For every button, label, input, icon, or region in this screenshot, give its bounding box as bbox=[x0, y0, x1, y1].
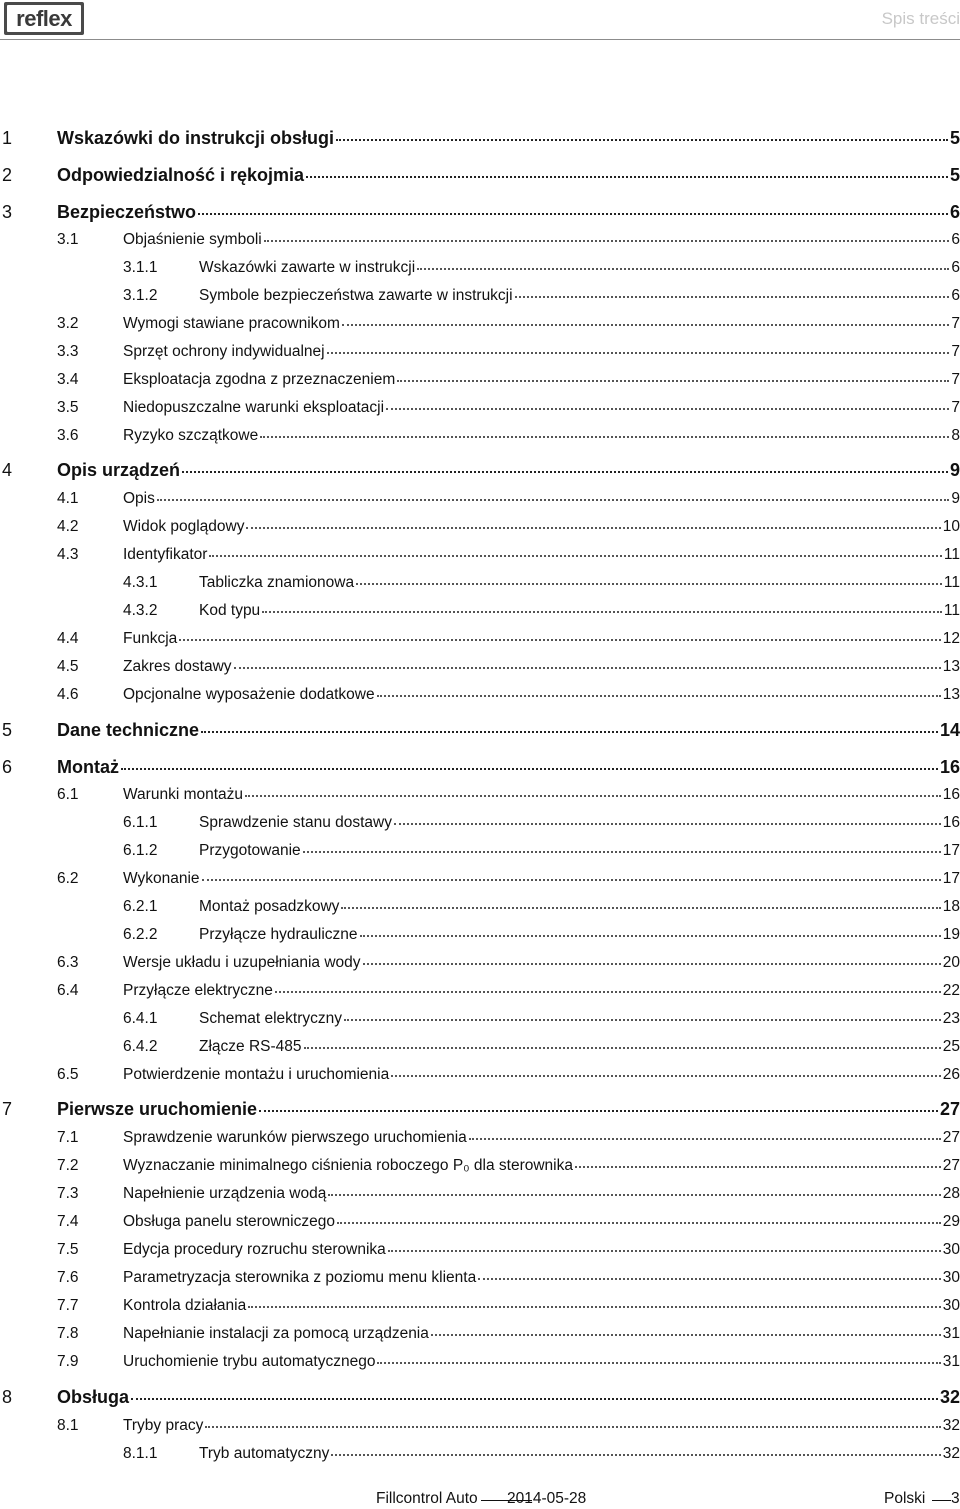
footer-product: Fillcontrol Auto bbox=[376, 1490, 478, 1507]
toc-entry[interactable] bbox=[0, 1269, 960, 1287]
toc-entry-title: Tryby pracy bbox=[123, 1417, 204, 1434]
toc-entry-title: Warunki montażu bbox=[123, 786, 244, 803]
toc-entry[interactable] bbox=[0, 202, 960, 223]
toc-dot-leader bbox=[260, 436, 949, 438]
toc-entry[interactable] bbox=[0, 1353, 960, 1371]
toc-entry-page: 16 bbox=[942, 814, 960, 831]
footer-divider bbox=[932, 1500, 951, 1501]
toc-entry[interactable] bbox=[0, 686, 960, 704]
footer-language: Polski bbox=[884, 1490, 926, 1507]
toc-entry-number: 7.2 bbox=[57, 1157, 79, 1174]
toc-entry-title: Sprawdzenie warunków pierwszego uruchomienia bbox=[123, 1129, 467, 1146]
toc-entry-title: Wyznaczanie minimalnego ciśnienia roboczego P₀ dla sterownika bbox=[123, 1157, 573, 1174]
toc-entry-title: Potwierdzenie montażu i uruchomienia bbox=[123, 1066, 390, 1083]
toc-dot-leader bbox=[337, 1222, 941, 1224]
toc-entry-page: 27 bbox=[942, 1129, 960, 1146]
toc-entry-page: 16 bbox=[939, 757, 960, 777]
toc-entry-number: 7.7 bbox=[57, 1297, 79, 1314]
toc-entry-title: Obsługa bbox=[57, 1387, 130, 1407]
toc-entry[interactable] bbox=[0, 574, 960, 592]
toc-entry[interactable] bbox=[0, 460, 960, 481]
toc-entry-number: 3.1.2 bbox=[123, 287, 158, 304]
toc-dot-leader bbox=[201, 731, 938, 733]
toc-entry-number: 6.2.1 bbox=[123, 898, 158, 915]
toc-entry-number: 6.2.2 bbox=[123, 926, 158, 943]
toc-entry[interactable] bbox=[0, 602, 960, 620]
toc-entry-number: 7.3 bbox=[57, 1185, 79, 1202]
toc-entry-page: 23 bbox=[942, 1010, 960, 1027]
toc-entry-number: 6.2 bbox=[57, 870, 79, 887]
toc-dot-leader bbox=[417, 268, 949, 270]
toc-entry-page: 6 bbox=[949, 202, 960, 222]
toc-entry-page: 22 bbox=[942, 982, 960, 999]
toc-dot-leader bbox=[121, 768, 938, 770]
toc-dot-leader bbox=[331, 1454, 940, 1456]
toc-entry-title: Eksploatacja zgodna z przeznaczeniem bbox=[123, 371, 396, 388]
toc-entry-number: 8.1 bbox=[57, 1417, 79, 1434]
toc-entry[interactable] bbox=[0, 814, 960, 832]
toc-entry-page: 25 bbox=[942, 1038, 960, 1055]
toc-entry-number: 6.1.1 bbox=[123, 814, 158, 831]
toc-entry-number: 4.3.2 bbox=[123, 602, 158, 619]
toc-entry-page: 31 bbox=[942, 1325, 960, 1342]
toc-dot-leader bbox=[182, 471, 948, 473]
toc-entry-number: 6.5 bbox=[57, 1066, 79, 1083]
toc-entry-title: Montaż bbox=[57, 757, 119, 777]
toc-entry[interactable] bbox=[0, 490, 960, 508]
toc-entry-title: Ryzyko szczątkowe bbox=[123, 427, 259, 444]
toc-entry-title: Niedopuszczalne warunki eksploatacji bbox=[123, 399, 385, 416]
toc-entry-title: Identyfikator bbox=[123, 546, 208, 563]
toc-entry-number: 7 bbox=[2, 1099, 13, 1119]
toc-dot-leader bbox=[377, 695, 941, 697]
toc-entry-page: 6 bbox=[951, 259, 960, 276]
toc-dot-leader bbox=[205, 1426, 940, 1428]
toc-entry[interactable] bbox=[0, 870, 960, 888]
toc-entry-title: Opcjonalne wyposażenie dodatkowe bbox=[123, 686, 375, 703]
toc-entry-page: 29 bbox=[942, 1213, 960, 1230]
toc-dot-leader bbox=[264, 240, 950, 242]
toc-entry[interactable] bbox=[0, 842, 960, 860]
toc-entry[interactable] bbox=[0, 1038, 960, 1056]
toc-entry[interactable] bbox=[0, 982, 960, 1000]
toc-dot-leader bbox=[386, 408, 949, 410]
toc-entry[interactable] bbox=[0, 630, 960, 648]
toc-entry-title: Objaśnienie symboli bbox=[123, 231, 262, 248]
toc-entry-number: 4.6 bbox=[57, 686, 79, 703]
toc-entry-title: Funkcja bbox=[123, 630, 178, 647]
toc-entry-title: Przygotowanie bbox=[199, 842, 301, 859]
toc-dot-leader bbox=[575, 1166, 941, 1168]
toc-entry-number: 3.4 bbox=[57, 371, 79, 388]
toc-entry-title: Złącze RS-485 bbox=[199, 1038, 302, 1055]
toc-entry-title: Wersje układu i uzupełniania wody bbox=[123, 954, 361, 971]
toc-entry[interactable] bbox=[0, 128, 960, 149]
toc-entry-number: 3.6 bbox=[57, 427, 79, 444]
toc-entry[interactable] bbox=[0, 165, 960, 186]
toc-dot-leader bbox=[469, 1138, 941, 1140]
toc-entry-page: 18 bbox=[942, 898, 960, 915]
toc-entry-page: 14 bbox=[939, 720, 960, 740]
toc-entry-title: Widok poglądowy bbox=[123, 518, 245, 535]
footer-date: 2014-05-28 bbox=[507, 1490, 587, 1507]
toc-entry-page: 12 bbox=[942, 630, 960, 647]
toc-entry-page: 31 bbox=[942, 1353, 960, 1370]
toc-entry-number: 8.1.1 bbox=[123, 1445, 158, 1462]
toc-entry[interactable] bbox=[0, 1129, 960, 1147]
toc-entry-page: 11 bbox=[943, 602, 960, 619]
toc-dot-leader bbox=[344, 1019, 941, 1021]
toc-entry-page: 26 bbox=[942, 1066, 960, 1083]
toc-entry-number: 7.8 bbox=[57, 1325, 79, 1342]
toc-entry-page: 9 bbox=[951, 490, 960, 507]
toc-dot-leader bbox=[394, 823, 941, 825]
toc-entry-page: 5 bbox=[949, 165, 960, 185]
toc-dot-leader bbox=[209, 555, 941, 557]
toc-entry-page: 27 bbox=[939, 1099, 960, 1119]
toc-entry-page: 30 bbox=[942, 1297, 960, 1314]
toc-entry-title: Sprawdzenie stanu dostawy bbox=[199, 814, 393, 831]
toc-entry-page: 17 bbox=[942, 870, 960, 887]
toc-entry[interactable] bbox=[0, 427, 960, 445]
toc-entry-number: 6 bbox=[2, 757, 13, 777]
toc-entry[interactable] bbox=[0, 231, 960, 249]
toc-entry-page: 7 bbox=[951, 315, 960, 332]
toc-entry-number: 2 bbox=[2, 165, 13, 185]
toc-entry[interactable] bbox=[0, 1157, 960, 1175]
toc-entry-number: 3.1.1 bbox=[123, 259, 158, 276]
toc-dot-leader bbox=[303, 851, 941, 853]
toc-entry-page: 8 bbox=[951, 427, 960, 444]
toc-dot-leader bbox=[304, 1047, 941, 1049]
toc-entry-page: 13 bbox=[942, 658, 960, 675]
toc-entry[interactable] bbox=[0, 1417, 960, 1435]
toc-entry-number: 4 bbox=[2, 460, 13, 480]
toc-dot-leader bbox=[336, 139, 948, 141]
footer-page-number: 3 bbox=[951, 1490, 960, 1507]
toc-entry-title: Tryb automatyczny bbox=[199, 1445, 330, 1462]
toc-entry-title: Montaż posadzkowy bbox=[199, 898, 340, 915]
toc-entry[interactable] bbox=[0, 1445, 960, 1463]
toc-dot-leader bbox=[391, 1075, 941, 1077]
toc-entry-page: 6 bbox=[951, 287, 960, 304]
toc-entry[interactable] bbox=[0, 315, 960, 333]
toc-dot-leader bbox=[356, 583, 942, 585]
toc-entry-number: 4.3 bbox=[57, 546, 79, 563]
toc-entry-number: 6.1.2 bbox=[123, 842, 158, 859]
toc-entry-page: 30 bbox=[942, 1241, 960, 1258]
toc-entry[interactable] bbox=[0, 343, 960, 361]
toc-entry-title: Dane techniczne bbox=[57, 720, 200, 740]
toc-dot-leader bbox=[363, 963, 941, 965]
toc-entry-title: Tabliczka znamionowa bbox=[199, 574, 355, 591]
toc-entry-number: 3 bbox=[2, 202, 13, 222]
toc-dot-leader bbox=[198, 213, 948, 215]
toc-entry-number: 4.2 bbox=[57, 518, 79, 535]
toc-entry-title: Schemat elektryczny bbox=[199, 1010, 342, 1027]
toc-entry[interactable] bbox=[0, 371, 960, 389]
toc-entry-number: 8 bbox=[2, 1387, 13, 1407]
toc-dot-leader bbox=[342, 324, 949, 326]
toc-entry[interactable] bbox=[0, 898, 960, 916]
toc-entry-title: Uruchomienie trybu automatycznego bbox=[123, 1353, 376, 1370]
toc-entry[interactable] bbox=[0, 1387, 960, 1408]
toc-dot-leader bbox=[377, 1362, 940, 1364]
toc-entry-title: Edycja procedury rozruchu sterownika bbox=[123, 1241, 386, 1258]
toc-entry-number: 7.4 bbox=[57, 1213, 79, 1230]
toc-entry-number: 7.9 bbox=[57, 1353, 79, 1370]
toc-entry-title: Zakres dostawy bbox=[123, 658, 232, 675]
toc-entry[interactable] bbox=[0, 1185, 960, 1203]
toc-entry-number: 6.4.1 bbox=[123, 1010, 158, 1027]
toc-entry-page: 32 bbox=[939, 1387, 960, 1407]
toc-entry-title: Przyłącze hydrauliczne bbox=[199, 926, 358, 943]
toc-entry-page: 5 bbox=[949, 128, 960, 148]
toc-entry-title: Wskazówki zawarte w instrukcji bbox=[199, 259, 416, 276]
toc-entry[interactable] bbox=[0, 399, 960, 417]
toc-entry-title: Sprzęt ochrony indywidualnej bbox=[123, 343, 325, 360]
toc-entry[interactable] bbox=[0, 259, 960, 277]
toc-entry-title: Odpowiedzialność i rękojmia bbox=[57, 165, 305, 185]
toc-dot-leader bbox=[131, 1398, 938, 1400]
toc-entry-number: 4.5 bbox=[57, 658, 79, 675]
toc-entry-page: 7 bbox=[951, 399, 960, 416]
toc-entry-title: Pierwsze uruchomienie bbox=[57, 1099, 258, 1119]
toc-entry-title: Przyłącze elektryczne bbox=[123, 982, 273, 999]
toc-dot-leader bbox=[306, 176, 948, 178]
toc-entry-page: 10 bbox=[942, 518, 960, 535]
toc-dot-leader bbox=[431, 1334, 941, 1336]
toc-entry[interactable] bbox=[0, 1297, 960, 1315]
toc-dot-leader bbox=[275, 991, 941, 993]
toc-entry-number: 4.3.1 bbox=[123, 574, 158, 591]
toc-entry-number: 4.1 bbox=[57, 490, 79, 507]
toc-entry-title: Symbole bezpieczeństwa zawarte w instrukcji bbox=[199, 287, 513, 304]
toc-entry-page: 30 bbox=[942, 1269, 960, 1286]
toc-dot-leader bbox=[246, 527, 940, 529]
toc-entry[interactable] bbox=[0, 954, 960, 972]
toc-entry-number: 6.4 bbox=[57, 982, 79, 999]
toc-entry[interactable] bbox=[0, 658, 960, 676]
toc-entry-title: Kontrola działania bbox=[123, 1297, 247, 1314]
toc-dot-leader bbox=[388, 1250, 941, 1252]
brand-logo-text: reflex bbox=[16, 5, 72, 31]
toc-entry-page: 17 bbox=[942, 842, 960, 859]
toc-entry-number: 6.4.2 bbox=[123, 1038, 158, 1055]
toc-entry[interactable] bbox=[0, 287, 960, 305]
toc-entry-title: Wymogi stawiane pracownikom bbox=[123, 315, 340, 332]
toc-entry-page: 13 bbox=[942, 686, 960, 703]
toc-entry-number: 3.5 bbox=[57, 399, 79, 416]
toc-entry[interactable] bbox=[0, 757, 960, 778]
toc-dot-leader bbox=[360, 935, 941, 937]
toc-dot-leader bbox=[245, 795, 941, 797]
toc-entry-title: Bezpieczeństwo bbox=[57, 202, 197, 222]
toc-dot-leader bbox=[397, 380, 949, 382]
toc-entry-page: 16 bbox=[942, 786, 960, 803]
toc-entry-page: 32 bbox=[942, 1445, 960, 1462]
toc-entry[interactable] bbox=[0, 1213, 960, 1231]
toc-entry-title: Wskazówki do instrukcji obsługi bbox=[57, 128, 335, 148]
toc-entry-number: 4.4 bbox=[57, 630, 79, 647]
toc-entry-number: 7.6 bbox=[57, 1269, 79, 1286]
toc-entry[interactable] bbox=[0, 546, 960, 564]
toc-entry[interactable] bbox=[0, 1010, 960, 1028]
toc-entry[interactable] bbox=[0, 1066, 960, 1084]
toc-entry-page: 11 bbox=[943, 546, 960, 563]
toc-dot-leader bbox=[234, 667, 941, 669]
toc-dot-leader bbox=[341, 907, 940, 909]
toc-entry-title: Napełnienie urządzenia wodą bbox=[123, 1185, 327, 1202]
toc-entry-page: 7 bbox=[951, 371, 960, 388]
toc-entry-page: 9 bbox=[949, 460, 960, 480]
toc-entry-page: 7 bbox=[951, 343, 960, 360]
toc-entry-page: 19 bbox=[942, 926, 960, 943]
toc-entry-number: 7.1 bbox=[57, 1129, 79, 1146]
toc-dot-leader bbox=[478, 1278, 941, 1280]
toc-dot-leader bbox=[202, 879, 941, 881]
toc-entry-title: Opis urządzeń bbox=[57, 460, 181, 480]
toc-dot-leader bbox=[262, 611, 942, 613]
toc-entry-title: Parametryzacja sterownika z poziomu menu klienta bbox=[123, 1269, 477, 1286]
toc-entry[interactable] bbox=[0, 786, 960, 804]
toc-entry-number: 6.1 bbox=[57, 786, 79, 803]
toc-dot-leader bbox=[179, 639, 940, 641]
toc-entry-title: Kod typu bbox=[199, 602, 261, 619]
toc-entry-page: 28 bbox=[942, 1185, 960, 1202]
toc-dot-leader bbox=[327, 352, 950, 354]
toc-entry[interactable] bbox=[0, 518, 960, 536]
toc-dot-leader bbox=[515, 296, 950, 298]
toc-entry-number: 1 bbox=[2, 128, 13, 148]
toc-entry[interactable] bbox=[0, 1325, 960, 1343]
toc-entry-number: 5 bbox=[2, 720, 13, 740]
toc-entry-page: 11 bbox=[943, 574, 960, 591]
toc-entry-title: Obsługa panelu sterowniczego bbox=[123, 1213, 335, 1230]
toc-entry-number: 3.2 bbox=[57, 315, 79, 332]
toc-entry[interactable] bbox=[0, 720, 960, 741]
toc-entry-number: 3.1 bbox=[57, 231, 79, 248]
toc-entry-page: 6 bbox=[951, 231, 960, 248]
toc-entry-number: 3.3 bbox=[57, 343, 79, 360]
toc-entry-title: Wykonanie bbox=[123, 870, 200, 887]
toc-entry-title: Napełnianie instalacji za pomocą urządzenia bbox=[123, 1325, 429, 1342]
page-section-title: Spis treści bbox=[881, 9, 960, 28]
toc-dot-leader bbox=[248, 1306, 941, 1308]
toc-entry[interactable] bbox=[0, 926, 960, 944]
toc-dot-leader bbox=[328, 1194, 940, 1196]
toc-entry-page: 32 bbox=[942, 1417, 960, 1434]
toc-entry[interactable] bbox=[0, 1099, 960, 1120]
toc-entry-number: 6.3 bbox=[57, 954, 79, 971]
toc-entry-number: 7.5 bbox=[57, 1241, 79, 1258]
toc-entry-page: 20 bbox=[942, 954, 960, 971]
toc-entry-page: 27 bbox=[942, 1157, 960, 1174]
toc-entry[interactable] bbox=[0, 1241, 960, 1259]
toc-entry-title: Opis bbox=[123, 490, 155, 507]
toc-dot-leader bbox=[157, 499, 950, 501]
toc-dot-leader bbox=[259, 1110, 938, 1112]
